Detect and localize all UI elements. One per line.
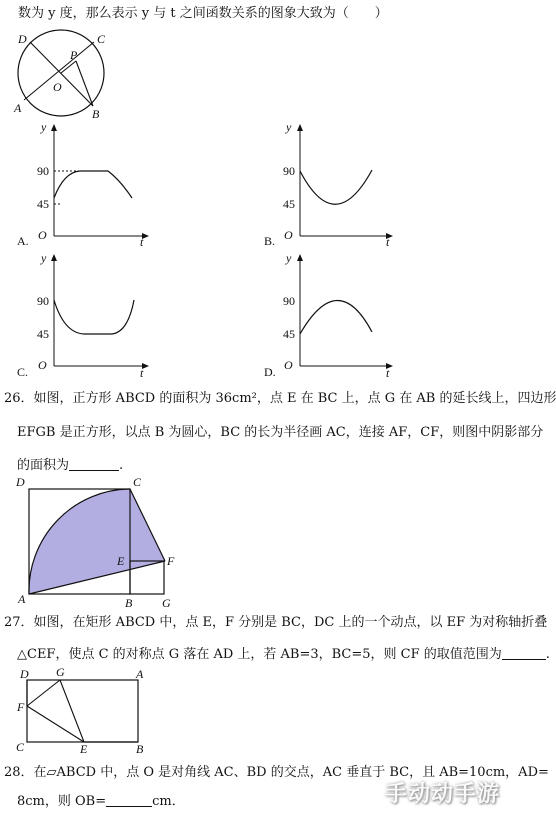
graph-c [51,254,149,369]
q26-line1: 26．如图，正方形 ABCD 的面积为 36cm²，点 E 在 BC 上，点 G 在 AB 的延长线上，四边形 [4,391,556,406]
q27-label-A: A [136,667,144,681]
chord-db [30,42,93,106]
shaded-region [29,489,165,594]
q27-line2-text: △CEF，使点 C 的对称点 G 落在 AD 上，若 AB=3，BC=5，则 CF 的取值范围为 [17,647,502,662]
graph-d [297,254,393,369]
q26-figure [15,475,175,610]
q27-label-C: C [16,740,25,754]
q26-label-D: D [16,475,25,489]
graph-a-t: t [140,235,144,249]
graph-c-origin: O [38,358,47,372]
q26-label-E: E [117,554,125,568]
graph-c-y: y [41,251,47,265]
q27-label-F: F [17,700,25,714]
graph-d-origin: O [284,358,293,372]
graph-d-t: t [386,366,390,380]
q26-answer-blank[interactable] [69,458,119,471]
q25-circle-figure [13,30,106,121]
q28-line2 [17,794,185,810]
option-d-label: D. [264,365,276,379]
graph-a [51,124,149,239]
graph-d-y: y [286,251,292,265]
graph-a-origin: O [38,228,47,242]
graph-d-90: 90 [283,294,295,308]
q28-line1: 28．在▱ABCD 中，点 O 是对角线 AC、BD 的交点，AC 垂直于 BC，且 AB=10cm，AD= [4,765,549,780]
q26-label-A: A [18,592,26,606]
graph-c-45: 45 [37,327,49,341]
segment-ge [60,680,84,742]
graph-d-45: 45 [283,327,295,341]
q28-answer-blank[interactable] [106,794,152,807]
label-B: B [92,107,100,121]
q26-label-G: G [162,596,171,610]
q26-label-F: F [167,554,175,568]
q27-figure [16,665,144,756]
segment-fe [27,706,84,742]
graph-a-45: 45 [37,197,49,211]
segment-pb [76,61,93,106]
graph-b [297,124,393,239]
graph-b-origin: O [284,228,293,242]
q26-label-B: B [125,596,133,610]
q28-line2a: 8cm，则 OB= [17,794,107,809]
watermark-logo: 手动动手游 [384,782,500,807]
graph-b-t: t [386,235,390,249]
q27-label-B: B [136,742,144,756]
q26-line3-text: 的面积为 [17,458,70,473]
label-P: P [70,48,78,62]
q28-line2b: cm． [152,794,185,809]
label-D: D [18,32,27,46]
q26-line3: 的面积为 . [17,458,124,473]
graph-b-90: 90 [283,164,295,178]
q27-label-G: G [56,665,65,679]
label-C: C [97,32,106,46]
graph-c-t: t [140,366,144,380]
q27-answer-blank[interactable] [502,647,546,660]
segment-fg [27,680,60,706]
q25-stem: 数为 y 度，那么表示 y 与 t 之间函数关系的图象大致为（ ） [18,6,388,21]
option-c-label: C. [17,365,29,379]
graph-c-90: 90 [37,294,49,308]
label-O: O [53,80,62,94]
q27-line1: 27．如图，在矩形 ABCD 中，点 E，F 分别是 BC，DC 上的一个动点，以 EF 为对称轴折叠 [4,615,548,630]
q26-label-C: C [133,475,142,489]
q27-line2: △CEF，使点 C 的对称点 G 落在 AD 上，若 AB=3，BC=5，则 CF 的取值范围为 . [17,647,550,662]
graph-b-y: y [286,120,292,134]
rectangle-abcd [27,680,138,742]
option-a-label: A. [17,234,29,248]
q27-label-E: E [80,742,88,756]
q26-line2: EFGB 是正方形，以点 B 为圆心，BC 的长为半径画 AC，连接 AF，CF，则图中阴影部分 [17,425,544,440]
label-A: A [14,101,22,115]
graph-a-y: y [41,120,47,134]
q27-label-D: D [20,667,29,681]
option-b-label: B. [264,234,276,248]
graph-b-45: 45 [283,197,295,211]
graph-a-90: 90 [37,164,49,178]
